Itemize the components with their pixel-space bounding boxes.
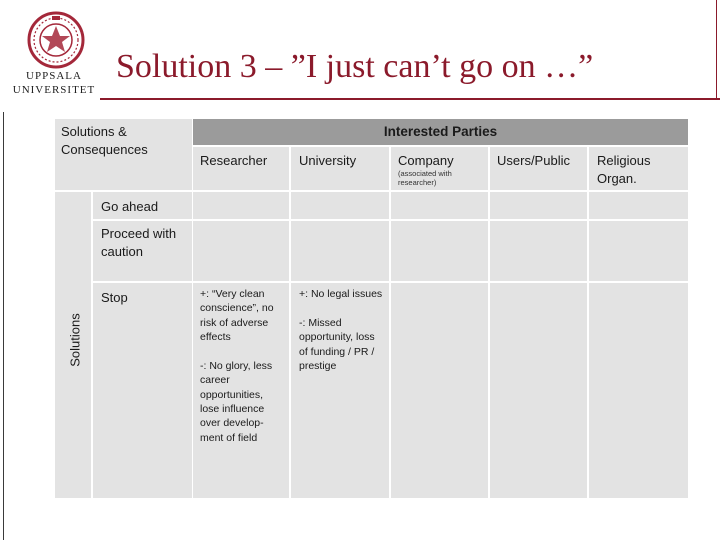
stop-researcher-consequences: +: “Very clean conscience”, no risk of adverse effects -: No glory, less career opportunities, lose influence over develop-ment of field <box>200 288 274 444</box>
table-cell <box>490 221 587 281</box>
table-cell <box>490 283 587 498</box>
slide-title: Solution 3 – ”I just can’t go on …” <box>116 48 594 85</box>
table-cell <box>193 221 289 281</box>
table-cell <box>589 283 688 498</box>
table-cell <box>291 192 389 219</box>
column-header-university: University <box>299 153 357 168</box>
column-header-researcher: Researcher <box>200 153 268 168</box>
table-cell <box>193 192 289 219</box>
stop-university-consequences: +: No legal issues -: Missed opportunity, loss of funding / PR / prestige <box>299 288 383 372</box>
table-cell <box>589 221 688 281</box>
logo-line-2: UNIVERSITET <box>12 84 96 96</box>
side-label-text: Solutions <box>67 313 83 367</box>
slide-left-border <box>3 112 4 540</box>
table-cell <box>391 192 488 219</box>
side-label <box>60 240 90 440</box>
table-cell <box>490 192 587 219</box>
slide-right-border <box>716 0 717 100</box>
group-header-label: Interested Parties <box>383 124 498 139</box>
table-cell <box>291 221 389 281</box>
table-cell <box>391 283 488 498</box>
table-cell <box>391 221 488 281</box>
row-label-cell <box>93 283 192 498</box>
column-header-religious-organ: Religious Organ. <box>597 153 651 186</box>
row-label-proceed-with-caution: Proceed with caution <box>101 226 177 259</box>
column-header-company-note: (associated with researcher) <box>398 169 452 187</box>
row-label-stop: Stop <box>101 290 128 305</box>
column-header-users-public: Users/Public <box>497 153 570 168</box>
column-header-company: Company <box>398 153 454 168</box>
title-rule <box>100 98 720 100</box>
table-cell <box>589 192 688 219</box>
row-label-go-ahead: Go ahead <box>101 199 159 214</box>
logo-line-1: UPPSALA <box>26 70 82 82</box>
table-corner-label: Solutions & Consequences <box>61 124 148 157</box>
